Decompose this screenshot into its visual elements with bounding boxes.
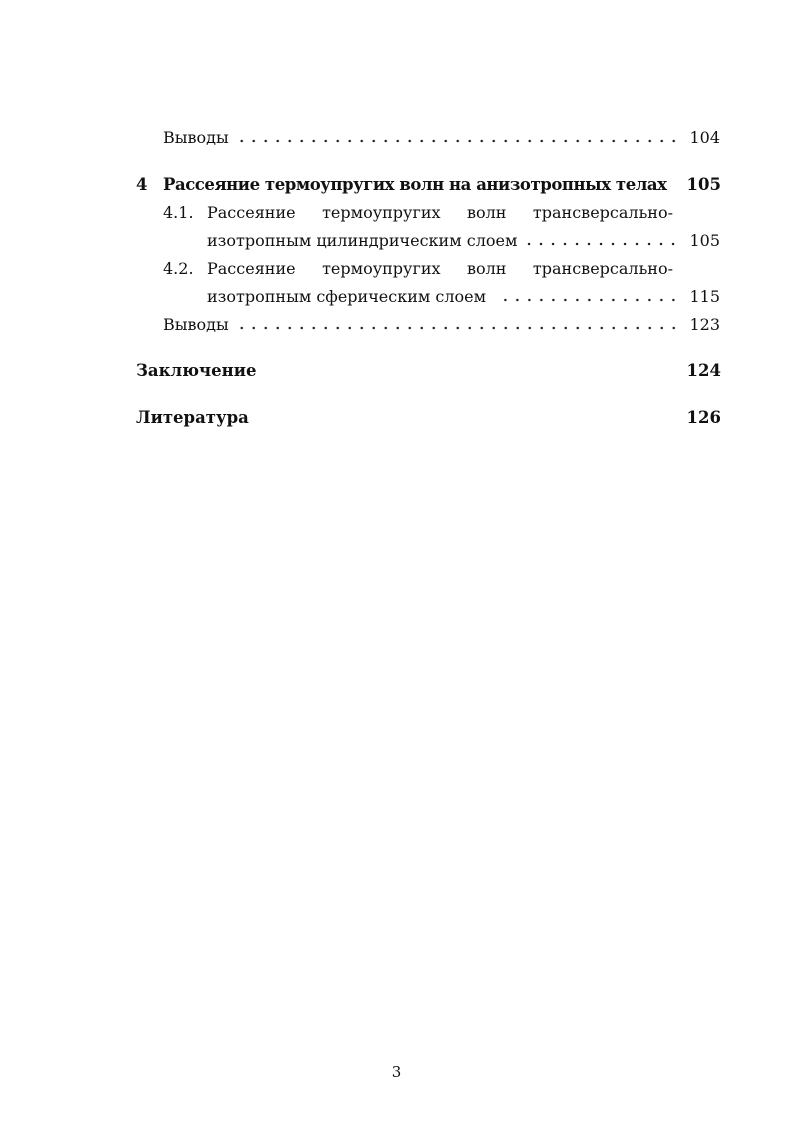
page-number: 3 xyxy=(391,1063,402,1081)
toc-entry-references[interactable] xyxy=(136,408,721,428)
entry-page: 123 xyxy=(689,315,720,334)
title-word: термоупругих xyxy=(322,203,441,222)
chapter-number: 4 xyxy=(136,175,148,194)
entry-title: Литература xyxy=(136,408,249,427)
toc-entry-conclusions-ch4[interactable] xyxy=(163,315,720,335)
dot-leader xyxy=(496,298,679,302)
toc-entry-4-1-line1[interactable] xyxy=(163,203,673,223)
title-word: трансверсально- xyxy=(532,259,673,278)
entry-page: 126 xyxy=(686,408,721,427)
toc-entry-4-1-line2[interactable] xyxy=(207,231,720,251)
toc-entry-conclusion[interactable] xyxy=(136,361,721,381)
entry-page: 124 xyxy=(686,361,721,380)
title-word: термоупругих xyxy=(322,259,441,278)
dot-leader xyxy=(527,242,679,246)
section-number: 4.2. xyxy=(163,259,194,278)
section-title-cont: изотропным цилиндрическим слоем xyxy=(207,231,518,250)
toc-entry-conclusions-ch3[interactable] xyxy=(163,128,720,148)
entry-title: Заключение xyxy=(136,361,257,380)
section-page: 105 xyxy=(689,231,720,250)
title-word: волн xyxy=(466,259,507,278)
dot-leader xyxy=(239,139,680,143)
toc-entry-4-2-line2[interactable] xyxy=(207,287,720,307)
entry-title: Выводы xyxy=(163,128,229,147)
title-word: Рассеяние xyxy=(207,203,296,222)
entry-page: 104 xyxy=(689,128,720,147)
dot-leader xyxy=(239,326,680,330)
chapter-page: 105 xyxy=(686,175,721,194)
entry-title: Выводы xyxy=(163,315,229,334)
title-word: Рассеяние xyxy=(207,259,296,278)
title-word: трансверсально- xyxy=(532,203,673,222)
section-title-cont: изотропным сферическим слоем xyxy=(207,287,487,306)
section-number: 4.1. xyxy=(163,203,194,222)
chapter-title: Рассеяние термоупругих волн на анизотропных телах xyxy=(163,175,667,194)
toc-entry-4-2-line1[interactable] xyxy=(163,259,673,279)
toc-entry-chapter-4[interactable] xyxy=(136,175,721,195)
title-word: волн xyxy=(466,203,507,222)
section-page: 115 xyxy=(689,287,720,306)
